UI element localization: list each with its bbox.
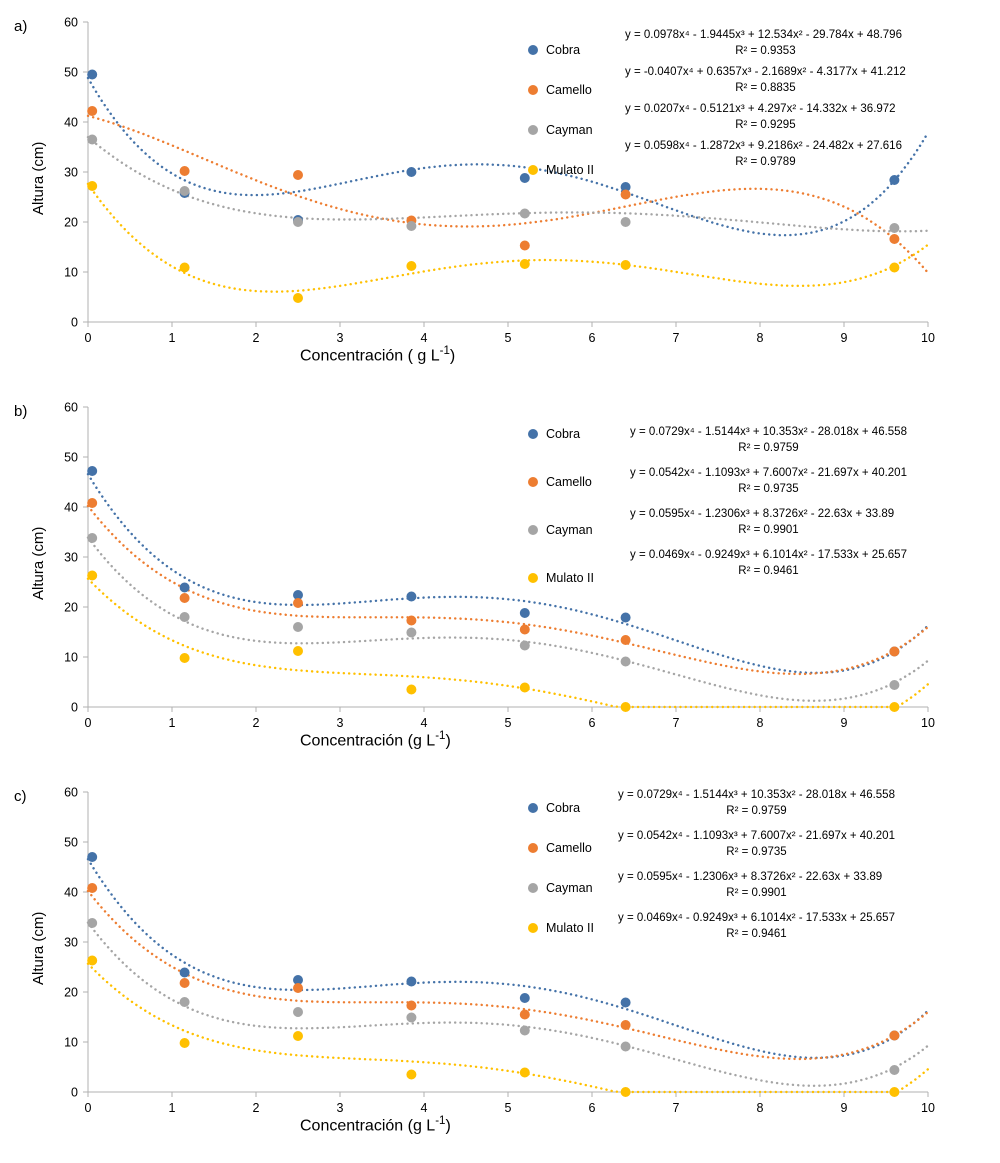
data-point (406, 1001, 416, 1011)
data-point (889, 175, 899, 185)
legend-b (528, 410, 594, 602)
data-point (621, 190, 631, 200)
x-tick-label: 3 (336, 716, 344, 730)
y-tick-label: 60 (64, 400, 78, 415)
x-tick-label: 7 (672, 716, 680, 730)
data-point (293, 646, 303, 656)
data-point (889, 702, 899, 712)
equation-text: y = 0.0595x⁴ - 1.2306x³ + 8.3726x² - 22.63x + 33.89 (618, 871, 883, 884)
legend-item-camello[interactable] (528, 828, 594, 868)
equations-b (630, 425, 907, 589)
data-point (87, 106, 97, 116)
y-tick-label: 60 (64, 785, 78, 800)
legend-a (528, 30, 594, 190)
data-point (889, 680, 899, 690)
equation-text: y = 0.0595x⁴ - 1.2306x³ + 8.3726x² - 22.63x + 33.89 (630, 508, 895, 521)
x-tick-label: 10 (921, 716, 935, 730)
x-axis-title-a-main: Concentración ( g L (300, 347, 440, 365)
legend-marker-icon (528, 883, 538, 893)
y-tick-label: 60 (64, 15, 78, 30)
y-tick-label: 10 (64, 650, 78, 665)
chart-panel-a (0, 0, 1000, 378)
equation-r2: R² = 0.9461 (738, 564, 799, 577)
legend-item-cayman[interactable] (528, 506, 594, 554)
data-point (520, 641, 530, 651)
equations-c (618, 788, 895, 952)
x-tick-label: 2 (252, 331, 260, 345)
data-point (293, 217, 303, 227)
data-point (180, 263, 190, 273)
legend-marker-icon (528, 45, 538, 55)
y-axis-title-a: Altura (cm) (30, 141, 47, 215)
legend-marker-icon (528, 573, 538, 583)
data-point (406, 167, 416, 177)
x-axis-title-b-end: ) (445, 732, 451, 750)
x-tick-label: 5 (504, 1101, 512, 1115)
equation-block (630, 425, 907, 456)
equation-r2: R² = 0.9295 (735, 118, 796, 131)
data-point (293, 293, 303, 303)
x-axis-title-c (300, 1115, 451, 1135)
data-point (180, 166, 190, 176)
data-point (293, 983, 303, 993)
panel-label-b: b) (14, 403, 28, 420)
x-tick-label: 6 (588, 331, 596, 345)
equation-text: y = 0.0469x⁴ - 0.9249x³ + 6.1014x² - 17.533x + 25.657 (630, 549, 907, 562)
data-point (520, 993, 530, 1003)
data-point (87, 571, 97, 581)
equation-r2: R² = 0.9901 (726, 886, 787, 899)
data-point (889, 263, 899, 273)
equation-r2: R² = 0.9461 (726, 927, 787, 940)
equation-text: y = 0.0729x⁴ - 1.5144x³ + 10.353x² - 28.018x + 46.558 (618, 789, 895, 801)
x-axis-title-c-end: ) (445, 1117, 451, 1135)
x-tick-label: 9 (840, 1101, 848, 1115)
legend-marker-icon (528, 525, 538, 535)
data-point (621, 260, 631, 270)
data-point (406, 628, 416, 638)
legend-label: Mulato II (546, 571, 594, 585)
legend-item-cayman[interactable] (528, 110, 594, 150)
x-tick-label: 10 (921, 1101, 935, 1115)
data-point (180, 653, 190, 663)
data-point (621, 1042, 631, 1052)
x-tick-label: 0 (84, 331, 92, 345)
equation-r2: R² = 0.9735 (738, 482, 799, 495)
y-axis-title-b: Altura (cm) (30, 526, 47, 600)
legend-label: Cobra (546, 43, 581, 57)
x-axis-title-c-sup: -1 (435, 1115, 446, 1127)
equation-r2: R² = 0.9353 (735, 44, 796, 57)
equation-block (625, 65, 906, 96)
data-point (406, 685, 416, 695)
legend-label: Cobra (546, 801, 581, 815)
data-point (889, 1087, 899, 1097)
x-tick-label: 3 (336, 1101, 344, 1115)
data-point (406, 592, 416, 602)
equation-block (625, 28, 906, 59)
data-point (520, 625, 530, 635)
equation-r2: R² = 0.8835 (735, 81, 796, 94)
y-tick-label: 50 (64, 450, 78, 465)
equation-block (630, 466, 907, 497)
x-tick-label: 7 (672, 331, 680, 345)
legend-marker-icon (528, 843, 538, 853)
x-tick-label: 9 (840, 331, 848, 345)
x-tick-label: 4 (420, 716, 428, 730)
data-point (180, 593, 190, 603)
equation-block (625, 102, 906, 133)
legend-label: Cayman (546, 881, 593, 895)
data-point (406, 221, 416, 231)
legend-item-cayman[interactable] (528, 868, 594, 908)
x-axis-title-a-sup: -1 (439, 345, 450, 357)
data-point (180, 978, 190, 988)
data-point (293, 1031, 303, 1041)
data-point (180, 1038, 190, 1048)
equation-text: y = 0.0207x⁴ - 0.5121x³ + 4.297x² - 14.332x + 36.972 (625, 103, 896, 116)
equation-text: y = -0.0407x⁴ + 0.6357x³ - 2.1689x² - 4.3177x + 41.212 (625, 66, 906, 79)
equation-block (618, 911, 895, 942)
y-tick-label: 50 (64, 835, 78, 850)
legend-label: Mulato II (546, 921, 594, 935)
legend-label: Camello (546, 475, 592, 489)
legend-item-mulato-ii[interactable] (528, 150, 594, 190)
data-point (406, 1070, 416, 1080)
equation-block (625, 139, 906, 170)
data-point (87, 181, 97, 191)
legend-marker-icon (528, 125, 538, 135)
data-point (621, 635, 631, 645)
y-tick-label: 40 (64, 115, 78, 130)
data-point (406, 1013, 416, 1023)
data-point (520, 608, 530, 618)
data-point (889, 1031, 899, 1041)
data-point (87, 498, 97, 508)
equation-text: y = 0.0598x⁴ - 1.2872x³ + 9.2186x² - 24.482x + 27.616 (625, 140, 902, 153)
equation-block (630, 507, 907, 538)
data-point (406, 616, 416, 626)
y-tick-label: 10 (64, 265, 78, 280)
x-axis-title-b (300, 730, 451, 750)
data-point (621, 1087, 631, 1097)
x-axis-title-a (300, 345, 455, 365)
legend-item-camello[interactable] (528, 458, 594, 506)
data-point (520, 1026, 530, 1036)
data-point (406, 977, 416, 987)
y-tick-label: 40 (64, 500, 78, 515)
y-tick-label: 0 (71, 700, 78, 715)
x-tick-label: 6 (588, 716, 596, 730)
x-axis-title-a-end: ) (449, 347, 456, 365)
legend-label: Camello (546, 841, 592, 855)
legend-marker-icon (528, 85, 538, 95)
x-axis-title-b-main: Concentración (g L (300, 732, 436, 750)
data-point (520, 1068, 530, 1078)
legend-marker-icon (528, 477, 538, 487)
equation-r2: R² = 0.9901 (738, 523, 799, 536)
equation-text: y = 0.0542x⁴ - 1.1093x³ + 7.6007x² - 21.697x + 40.201 (630, 467, 907, 480)
legend-marker-icon (528, 165, 538, 175)
x-tick-label: 0 (84, 1101, 92, 1115)
y-tick-label: 10 (64, 1035, 78, 1050)
legend-item-cobra[interactable] (528, 30, 594, 70)
legend-item-mulato-ii[interactable] (528, 908, 594, 948)
legend-c (528, 788, 594, 948)
trendline-mulato-ii (88, 964, 928, 1092)
trendline-mulato-ii (88, 579, 928, 707)
equation-text: y = 0.0469x⁴ - 0.9249x³ + 6.1014x² - 17.533x + 25.657 (618, 912, 895, 925)
x-tick-label: 4 (420, 331, 428, 345)
equation-r2: R² = 0.9759 (726, 804, 787, 817)
equations-a (625, 28, 906, 176)
legend-label: Mulato II (546, 163, 594, 177)
x-tick-label: 1 (168, 716, 176, 730)
x-axis-title-c-main: Concentración (g L (300, 1117, 436, 1135)
data-point (180, 583, 190, 593)
data-point (180, 186, 190, 196)
legend-marker-icon (528, 429, 538, 439)
legend-item-cobra[interactable] (528, 410, 594, 458)
data-point (621, 613, 631, 623)
data-point (520, 241, 530, 251)
y-tick-label: 20 (64, 215, 78, 230)
x-tick-label: 8 (756, 716, 764, 730)
y-tick-label: 30 (64, 165, 78, 180)
data-point (87, 135, 97, 145)
data-point (180, 997, 190, 1007)
data-point (87, 70, 97, 80)
data-point (621, 217, 631, 227)
data-point (889, 1065, 899, 1075)
data-point (621, 1020, 631, 1030)
y-tick-label: 50 (64, 65, 78, 80)
data-point (87, 533, 97, 543)
data-point (889, 223, 899, 233)
data-point (889, 234, 899, 244)
equation-r2: R² = 0.9789 (735, 155, 796, 168)
y-tick-label: 40 (64, 885, 78, 900)
chart-panel-b (0, 385, 1000, 763)
x-tick-label: 2 (252, 716, 260, 730)
x-axis-title-b-sup: -1 (435, 730, 446, 742)
y-tick-label: 20 (64, 600, 78, 615)
equation-block (630, 548, 907, 579)
data-point (87, 466, 97, 476)
y-axis-title-c: Altura (cm) (30, 911, 47, 985)
equation-block (618, 870, 895, 901)
data-point (520, 209, 530, 219)
panel-label-a: a) (14, 18, 28, 35)
x-tick-label: 2 (252, 1101, 260, 1115)
trendline-mulato-ii (88, 184, 928, 292)
panel-label-c: c) (14, 788, 27, 805)
equation-r2: R² = 0.9735 (726, 845, 787, 858)
equation-block (618, 829, 895, 860)
x-tick-label: 5 (504, 331, 512, 345)
data-point (180, 612, 190, 622)
y-tick-label: 0 (71, 1085, 78, 1100)
data-point (293, 1007, 303, 1017)
data-point (180, 968, 190, 978)
legend-marker-icon (528, 923, 538, 933)
y-tick-label: 20 (64, 985, 78, 1000)
x-tick-label: 1 (168, 331, 176, 345)
data-point (621, 657, 631, 667)
y-tick-label: 0 (71, 315, 78, 330)
data-point (293, 170, 303, 180)
x-tick-label: 1 (168, 1101, 176, 1115)
equation-text: y = 0.0978x⁴ - 1.9445x³ + 12.534x² - 29.784x + 48.796 (625, 29, 902, 41)
data-point (520, 683, 530, 693)
x-tick-label: 5 (504, 716, 512, 730)
data-point (87, 883, 97, 893)
y-tick-label: 30 (64, 550, 78, 565)
equation-text: y = 0.0729x⁴ - 1.5144x³ + 10.353x² - 28.018x + 46.558 (630, 426, 907, 438)
data-point (87, 918, 97, 928)
legend-label: Camello (546, 83, 592, 97)
x-tick-label: 8 (756, 1101, 764, 1115)
data-point (87, 956, 97, 966)
data-point (293, 622, 303, 632)
legend-item-camello[interactable] (528, 70, 594, 110)
legend-marker-icon (528, 803, 538, 813)
equation-text: y = 0.0542x⁴ - 1.1093x³ + 7.6007x² - 21.697x + 40.201 (618, 830, 895, 843)
legend-label: Cayman (546, 123, 593, 137)
legend-item-cobra[interactable] (528, 788, 594, 828)
data-point (406, 261, 416, 271)
equation-r2: R² = 0.9759 (738, 441, 799, 454)
y-tick-label: 30 (64, 935, 78, 950)
x-tick-label: 9 (840, 716, 848, 730)
x-tick-label: 10 (921, 331, 935, 345)
legend-label: Cobra (546, 427, 581, 441)
data-point (520, 1010, 530, 1020)
data-point (621, 702, 631, 712)
data-point (520, 259, 530, 269)
x-tick-label: 4 (420, 1101, 428, 1115)
x-tick-label: 6 (588, 1101, 596, 1115)
legend-label: Cayman (546, 523, 593, 537)
equation-block (618, 788, 895, 819)
x-tick-label: 0 (84, 716, 92, 730)
x-tick-label: 3 (336, 331, 344, 345)
chart-panel-c (0, 770, 1000, 1148)
legend-item-mulato-ii[interactable] (528, 554, 594, 602)
data-point (621, 998, 631, 1008)
data-point (889, 647, 899, 657)
data-point (87, 852, 97, 862)
x-tick-label: 8 (756, 331, 764, 345)
data-point (293, 598, 303, 608)
x-tick-label: 7 (672, 1101, 680, 1115)
